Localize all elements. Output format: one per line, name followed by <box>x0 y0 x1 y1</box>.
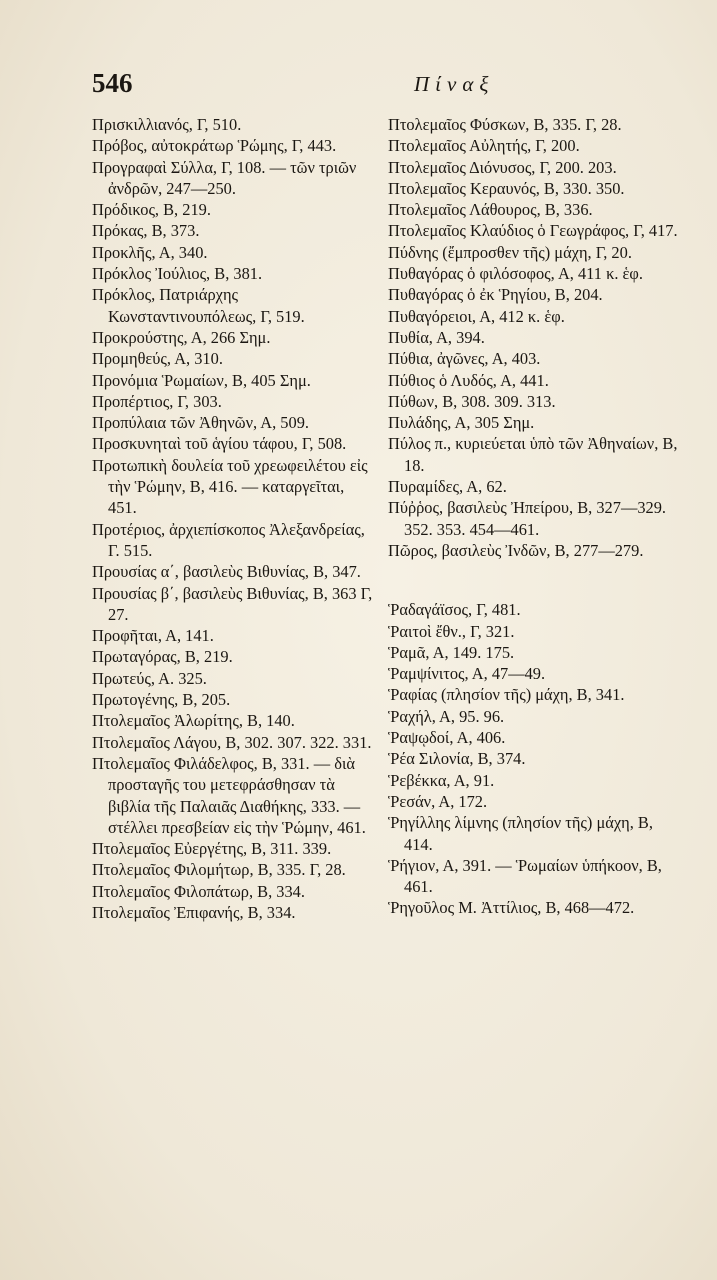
index-entry: Πτολεμαῖος Εὐεργέτης, Β, 311. 339. <box>92 839 332 859</box>
index-entry: Προνόμια Ῥωμαίων, Β, 405 Σημ. <box>92 370 311 390</box>
index-entry: Προτωπικὴ δουλεία τοῦ χρεωφειλέτου εἰς τὴν Ῥώμην, Β, 416. — καταργεῖται, 451. <box>92 455 368 518</box>
index-entry: Πτολεμαῖος Φύσκων, Β, 335. Γ, 28. <box>388 115 622 134</box>
page-header <box>92 68 652 108</box>
index-entry: Πυθαγόρας ὁ ἐκ Ῥηγίου, Β, 204. <box>388 285 603 305</box>
index-entry: Πρόδικος, Β, 219. <box>92 200 211 220</box>
section-gap <box>388 561 680 599</box>
index-entry: Προυσίας α΄, βασιλεὺς Βιθυνίας, Β, 347. <box>92 562 361 582</box>
index-entry: Προμηθεύς, Α, 310. <box>92 349 223 369</box>
index-entry: Πρόβος, αὐτοκράτωρ Ῥώμης, Γ, 443. <box>92 136 337 156</box>
index-entry: Πρωταγόρας, Β, 219. <box>92 647 233 667</box>
index-entry: Πῶρος, βασιλεὺς Ἰνδῶν, Β, 277—279. <box>388 540 644 560</box>
index-entry: Προπύλαια τῶν Ἀθηνῶν, Α, 509. <box>92 413 309 433</box>
index-entry: Πυλάδης, Α, 305 Σημ. <box>388 413 535 433</box>
running-title: Πίναξ <box>414 72 495 96</box>
index-entry: Πτολεμαῖος Κεραυνός, Β, 330. 350. <box>388 178 625 198</box>
index-entry: Πύῤῥος, βασιλεὺς Ἠπείρου, Β, 327—329. 352. 353. 454—461. <box>388 498 667 539</box>
index-entry: Πρόκλος Ἰούλιος, Β, 381. <box>92 264 263 284</box>
index-entry: Πτολεμαῖος Αὐλητής, Γ, 200. <box>388 136 580 156</box>
index-entry: Ῥαμψίνιτος, Α, 47—49. <box>388 664 546 684</box>
index-entry: Πύθων, Β, 308. 309. 313. <box>388 391 556 411</box>
index-entry: Προπέρτιος, Γ, 303. <box>92 391 222 411</box>
index-section-rho <box>388 599 680 918</box>
index-entry: Πρόκας, Β, 373. <box>92 221 200 241</box>
index-entry: Ῥεσάν, Α, 172. <box>388 791 488 811</box>
index-entry: Προυσίας β΄, βασιλεὺς Βιθυνίας, Β, 363 Γ, 27. <box>92 583 373 624</box>
index-section-pi <box>388 114 680 561</box>
index-entry: Πτολεμαῖος Φιλομήτωρ, Β, 335. Γ, 28. <box>92 860 346 880</box>
index-column-right <box>388 114 680 919</box>
index-entry: Ῥαιτοὶ ἔθν., Γ, 321. <box>388 621 515 641</box>
index-entry: Ῥηγοῦλος Μ. Ἀττίλιος, Β, 468—472. <box>388 898 635 918</box>
index-entry: Πυθία, Α, 394. <box>388 327 485 347</box>
index-entry: Ῥαχήλ, Α, 95. 96. <box>388 706 505 726</box>
index-entry: Πρισκιλλιανός, Γ, 510. <box>92 115 242 134</box>
index-entry: Πτολεμαῖος Λάθουρος, Β, 336. <box>388 200 593 220</box>
index-entry: Πρόκλος, Πατριάρχης Κωνσταντινουπόλεως, Γ, 519. <box>92 285 305 326</box>
index-entry: Πύδνης (ἔμπροσθεν τῆς) μάχη, Γ, 20. <box>388 242 632 262</box>
index-entry: Ῥαμᾶ, Α, 149. 175. <box>388 642 515 662</box>
index-entry: Πυθαγόρας ὁ φιλόσοφος, Α, 411 κ. ἑφ. <box>388 264 643 284</box>
index-entry: Πρωτεύς, Α. 325. <box>92 668 207 688</box>
index-entry: Πύθιος ὁ Λυδός, Α, 441. <box>388 370 549 390</box>
index-entry: Πτολεμαῖος Φιλάδελφος, Β, 331. — διὰ προσταγῆς του μετεφράσθησαν τὰ βιβλία τῆς Παλαιᾶς Διαθήκης, 333. — στέλλει πρεσβείαν εἰς τὴν Ῥώμην, 461. <box>92 753 366 837</box>
index-entry: Προφῆται, Α, 141. <box>92 626 214 646</box>
index-entry: Ῥήγιον, Α, 391. — Ῥωμαίων ὑπήκοον, Β, 461. <box>388 855 662 897</box>
index-entry: Πυθαγόρειοι, Α, 412 κ. ἑφ. <box>388 306 565 326</box>
index-entry: Πύλος π., κυριεύεται ὑπὸ τῶν Ἀθηναίων, Β, 18. <box>388 434 678 475</box>
index-entry: Πτολεμαῖος Κλαύδιος ὁ Γεωγράφος, Γ, 417. <box>388 221 678 241</box>
index-entry: Πρωτογένης, Β, 205. <box>92 690 231 710</box>
index-entry: Πυραμίδες, Α, 62. <box>388 477 507 497</box>
index-entry: Πτολεμαῖος Ἐπιφανής, Β, 334. <box>92 902 296 922</box>
index-entry: Ῥαδαγάϊσος, Γ, 481. <box>388 600 521 620</box>
index-entry: Πύθια, ἀγῶνες, Α, 403. <box>388 349 541 369</box>
index-column-left <box>92 114 374 923</box>
index-entry: Ῥαψῳδοί, Α, 406. <box>388 728 506 748</box>
index-entry: Προκλῆς, Α, 340. <box>92 242 208 262</box>
index-entry: Ῥεβέκκα, Α, 91. <box>388 770 495 790</box>
index-entry: Ῥηγίλλης λίμνης (πλησίον τῆς) μάχη, Β, 414. <box>388 813 653 854</box>
index-entry: Πτολεμαῖος Λάγου, Β, 302. 307. 322. 331. <box>92 732 372 752</box>
index-entry: Προκρούστης, Α, 266 Σημ. <box>92 327 271 347</box>
index-entry: Πτολεμαῖος Διόνυσος, Γ, 200. 203. <box>388 157 617 177</box>
index-entry: Ῥέα Σιλονία, Β, 374. <box>388 749 526 769</box>
index-entry: Πτολεμαῖος Ἀλωρίτης, Β, 140. <box>92 711 295 731</box>
index-entry: Πτολεμαῖος Φιλοπάτωρ, Β, 334. <box>92 881 305 901</box>
index-entry: Ῥαφίας (πλησίον τῆς) μάχη, Β, 341. <box>388 685 625 705</box>
index-entry: Προτέριος, ἀρχιεπίσκοπος Ἀλεξανδρείας, Γ. 515. <box>92 519 365 560</box>
index-entry: Προγραφαὶ Σύλλα, Γ, 108. — τῶν τριῶν ἀνδρῶν, 247—250. <box>92 157 357 198</box>
page-number: 546 <box>92 68 133 98</box>
index-entry: Προσκυνηταὶ τοῦ ἁγίου τάφου, Γ, 508. <box>92 434 347 454</box>
